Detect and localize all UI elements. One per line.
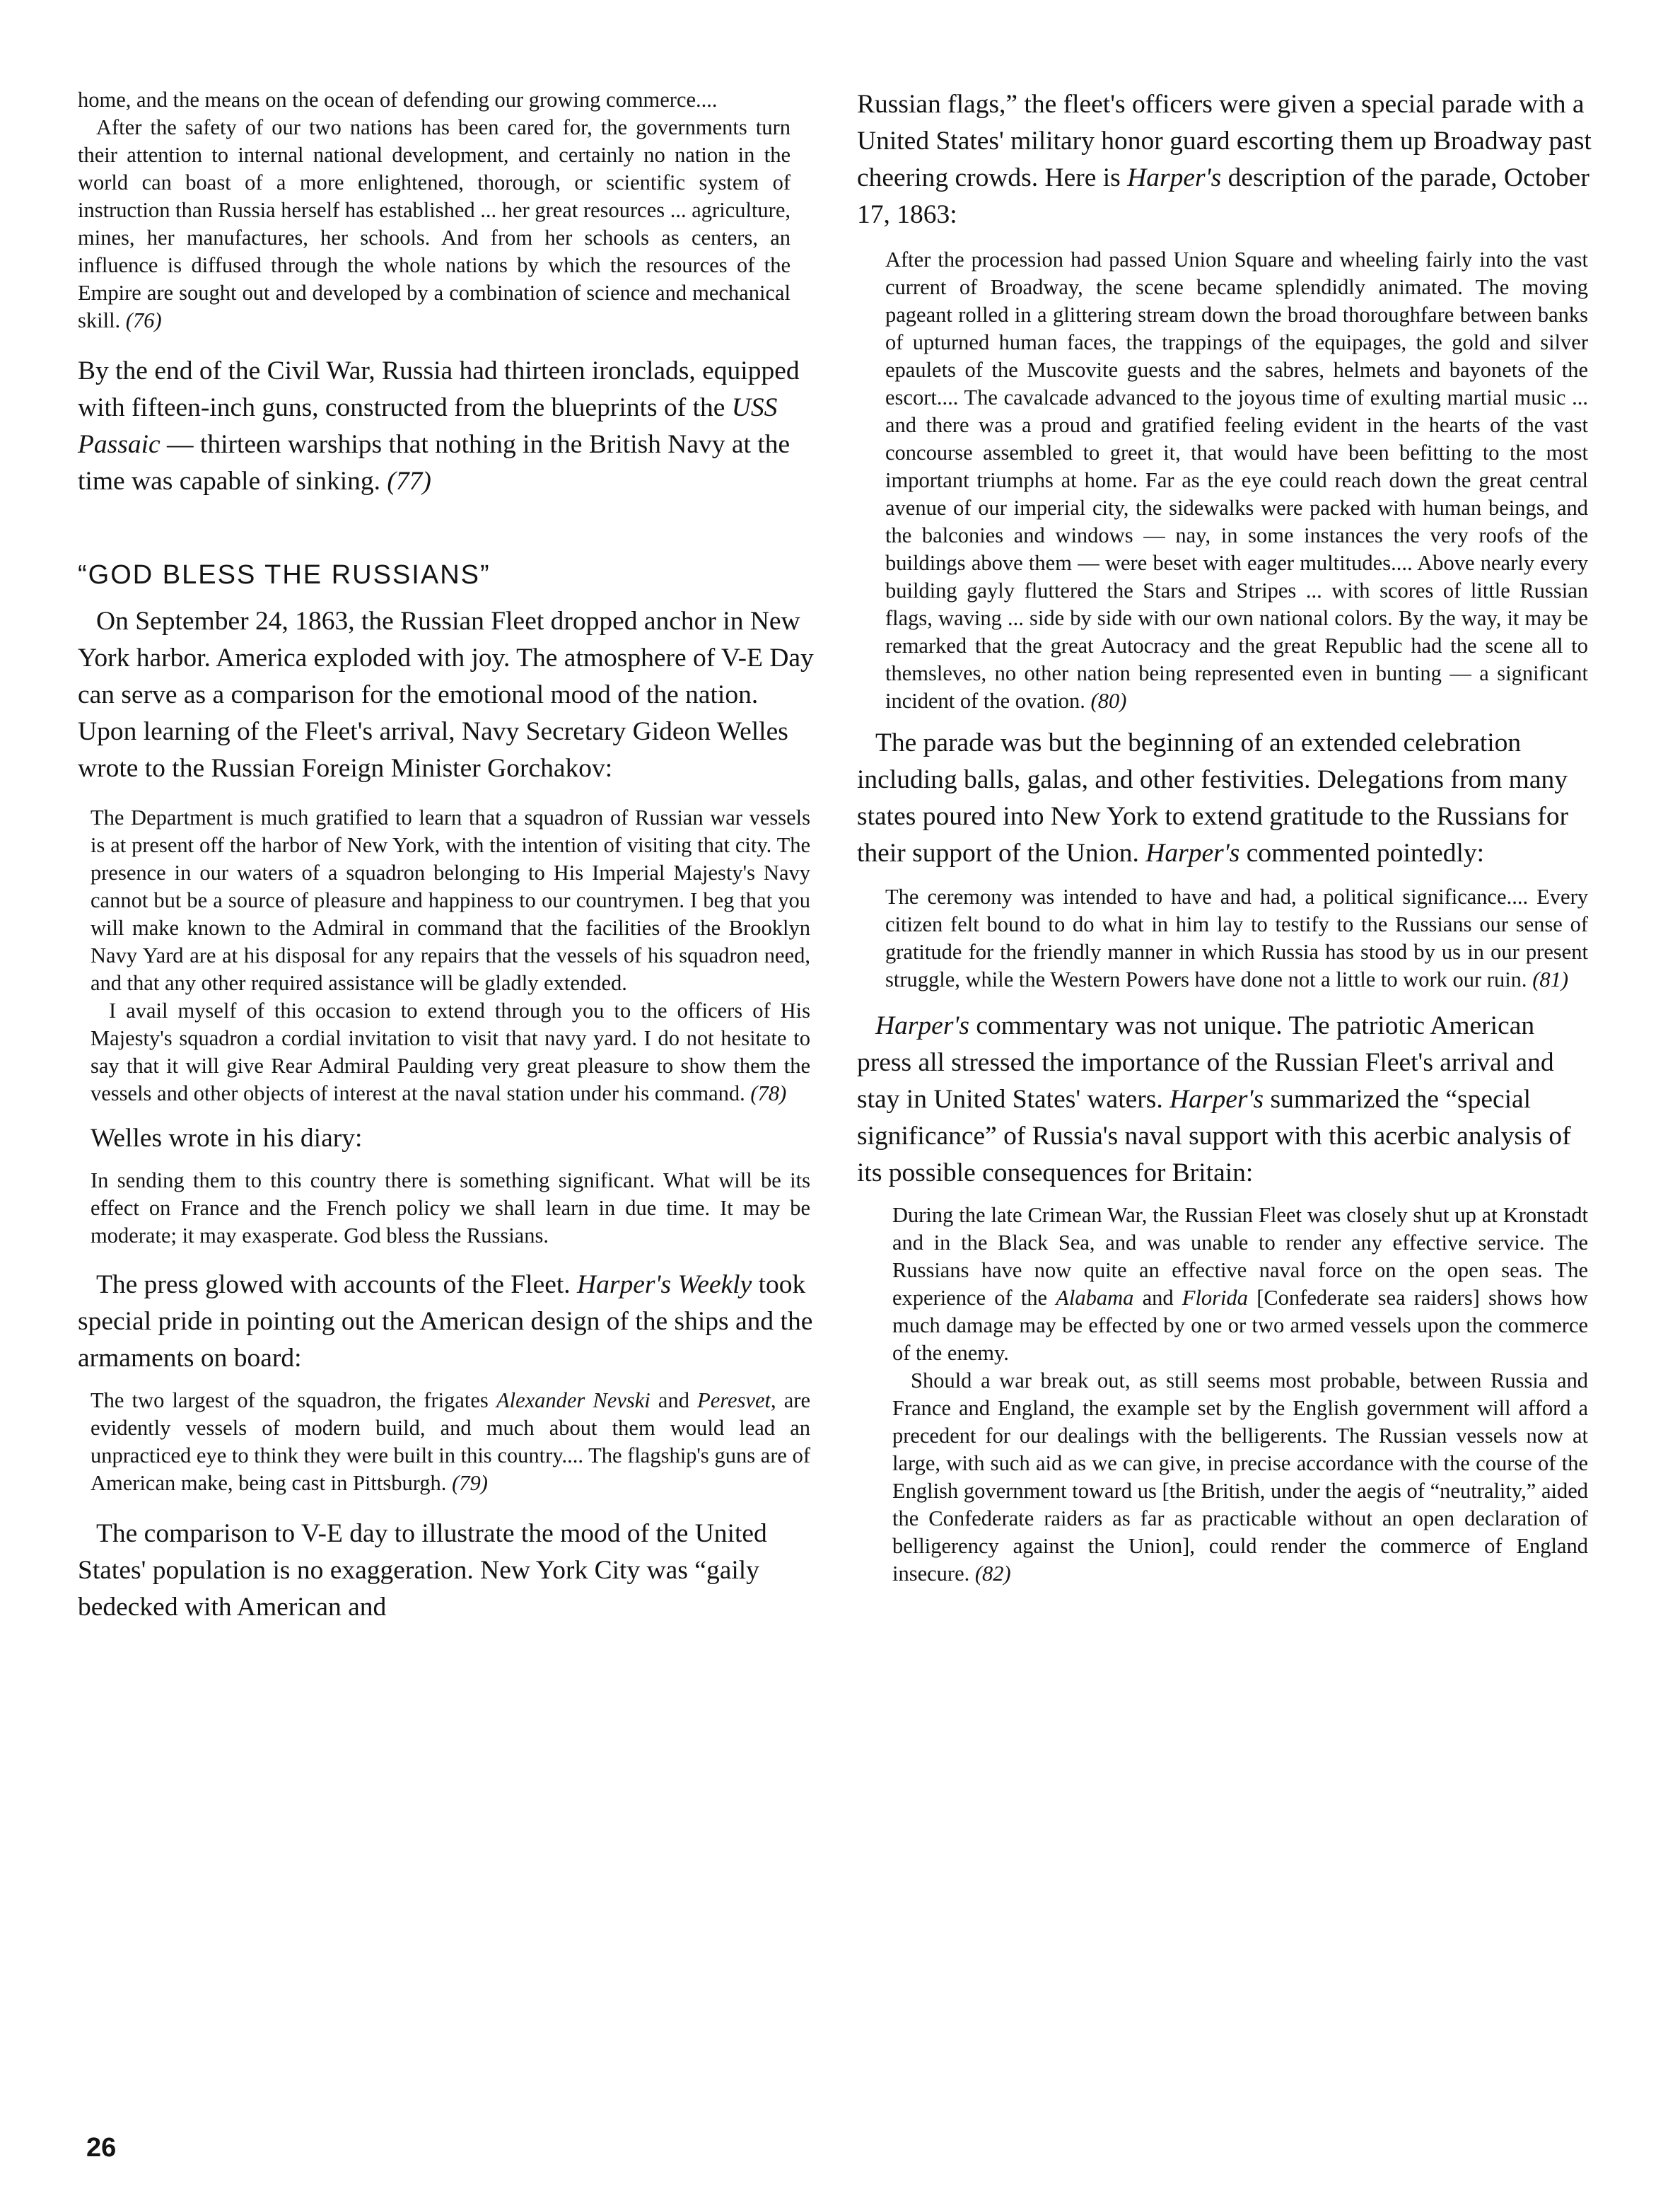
block-quote-crimean-war [857, 1202, 1592, 1588]
quote-paragraph: After the safety of our two nations has been cared for, the governments turn their attention to internal national development, and certainly no nation in the world can boast of a more enlightened, thorough, or scientific system of instruction than Russia herself has established ... her great resources ... agriculture, mines, her manufactures, her schools. And from her schools as centers, an influence is diffused through the whole nations by which the resources of the Empire are sought out and developed by a combination of science and mechanical skill. (76) [78, 115, 791, 332]
paragraph-september-24: On September 24, 1863, the Russian Fleet dropped anchor in New York harbor. America exploded with joy. The atmosphere of V-E Day can serve as a comparison for the emotional mood of the nation. Upon learning of the Fleet's arrival, Navy Secretary Gideon Welles wrote to the Russian Foreign Minister Gorchakov: [78, 607, 814, 783]
quote-paragraph: The two largest of the squadron, the frigates Alexander Nevski and Peresvet, are evidently vessels of modern build, and much about them would lead an unpracticed eye to think they were built in this country.... The flagship's guns are of American make, being cast in Pittsburgh. (79) [91, 1388, 810, 1495]
block-quote-frigates [78, 1387, 815, 1497]
citation: (80) [1090, 689, 1127, 713]
right-column [857, 86, 1592, 1588]
quote-paragraph: I avail myself of this occasion to extend through you to the officers of His Majesty's squadron a cordial invitation to visit that navy yard. I do not hesitate to say that it will give Rear Admiral Paulding very great pleasure to show them the vessels and other objects of interest at the naval station under his command. (78) [91, 999, 810, 1105]
paragraph-ironclads: By the end of the Civil War, Russia had thirteen ironclads, equipped with fifteen-inch guns, constructed from the blueprints of the USS Passaic — thirteen warships that nothing in the British Navy at the time was capable of sinking. (77) [78, 356, 800, 496]
paragraph-comparison: The comparison to V-E day to illustrate the mood of the United States' population is no exaggeration. New York City was “gaily bedecked with American and [78, 1519, 767, 1622]
paragraph-diary: Welles wrote in his diary: [91, 1124, 363, 1153]
quote-paragraph: After the procession had passed Union Square and wheeling fairly into the vast current of Broadway, the scene became splendidly animated. The moving pageant rolled in a glittering stream down the broad thoroughfare between banks of upturned human faces, the trappings of the equipages, the gold and silver epaulets of the Muscovite guests and the sabres, helmets and bayonets of the escort.... The cavalcade advanced to the joyous time of exulting martial music ... and there was a proud and gratified feeling evident in the hearts of the vast concourse assembled to greet it, that would have been befitting to the most important triumphs at home. Far as the eye could reach down the great central avenue of our imperial city, the sidewalks were packed with human beings, and the balconies and windows — nay, in some instances the very roofs of the buildings above them — were beset with eager multitudes.... Above nearly every building gayly fluttered the Stars and Stripes ... with scores of little Russian flags, waving ... side by side with our own national colors. By the way, it may be remarked that the great Autocracy and the great Republic had the scene all to themsleves, no other nation being represented even in bunting — a significant incident of the ovation. (80) [885, 248, 1588, 713]
block-quote-gorchakov-continued [78, 86, 815, 335]
quote-paragraph: In sending them to this country there is something significant. What will be its effect on France and the French policy we shall learn in due time. It may be moderate; it may exasperate. God bless the Russians. [91, 1168, 810, 1248]
paragraph-parade: The parade was but the beginning of an extended celebration including balls, galas, and other festivities. Delegations from many states poured into New York to extend gratitude to the Russians for their support of the Union. Harper's commented pointedly: [857, 728, 1569, 868]
block-quote-parade [857, 246, 1592, 715]
citation: (77) [387, 467, 431, 496]
block-quote-welles-letter [78, 804, 815, 1107]
citation: (78) [750, 1081, 787, 1105]
quote-paragraph: home, and the means on the ocean of defending our growing commerce.... [78, 88, 718, 112]
section-heading: “GOD BLESS THE RUSSIANS” [78, 560, 491, 590]
quote-paragraph: The Department is much gratified to learn that a squadron of Russian war vessels is at present off the harbor of New York, with the intention of visiting that city. The presence in our waters of a squadron belonging to His Imperial Majesty's Navy cannot but be a source of pleasure and happiness to our countrymen. I beg that you will make known to the Admiral in command that the facilities of the Brooklyn Navy Yard are at his disposal for any repairs that the vessels of his squadron need, and that any other required assistance will be gladly extended. [91, 806, 810, 995]
block-quote-ceremony [857, 883, 1592, 994]
citation: (82) [974, 1562, 1011, 1586]
paragraph-commentary: Harper's commentary was not unique. The patriotic American press all stressed the importance of the Russian Fleet's arrival and stay in United States' waters. Harper's summarized the “special significance” of Russia's naval support with this acerbic analysis of its possible consequences for Britain: [857, 1011, 1571, 1187]
block-quote-diary [78, 1167, 815, 1250]
quote-paragraph: The ceremony was intended to have and had, a political significance.... Every citizen felt bound to do what in him lay to testify to the Russians our sense of gratitude for the friendly manner in which Russia has stood by us in our present struggle, while the Western Powers have done not a little to work our ruin. (81) [885, 885, 1588, 992]
paragraph-press: The press glowed with accounts of the Fleet. Harper's Weekly took special pride in pointing out the American design of the ships and the armaments on board: [78, 1270, 813, 1373]
left-column [78, 86, 815, 1626]
citation: (79) [452, 1471, 488, 1495]
quote-paragraph: Should a war break out, as still seems most probable, between Russia and France and England, the example set by the English government will afford a precedent for our dealings with the belligerents. The Russian vessels now at large, with such aid as we can give, in precise accordance with the course of the English government toward us [the British, under the aegis of “neutrality,” aided the Confederate raiders as far as practicable without an open declaration of belligerency against the Union], could render the commerce of England insecure. (82) [892, 1368, 1588, 1586]
page-number: 26 [86, 2133, 117, 2163]
citation: (76) [125, 308, 162, 332]
citation: (81) [1532, 967, 1569, 992]
quote-paragraph: During the late Crimean War, the Russian Fleet was closely shut up at Kronstadt and in the Black Sea, and was unable to render any effective service. The Russians have now quite an effective naval force on the open seas. The experience of the Alabama and Florida [Confederate sea raiders] shows how much damage may be effected by one or two armed vessels upon the commerce of the enemy. [892, 1203, 1588, 1365]
paragraph-russian-flags: Russian flags,” the fleet's officers were given a special parade with a United States' military honor guard escorting them up Broadway past cheering crowds. Here is Harper's description of the parade, October 17, 1863: [857, 90, 1592, 229]
